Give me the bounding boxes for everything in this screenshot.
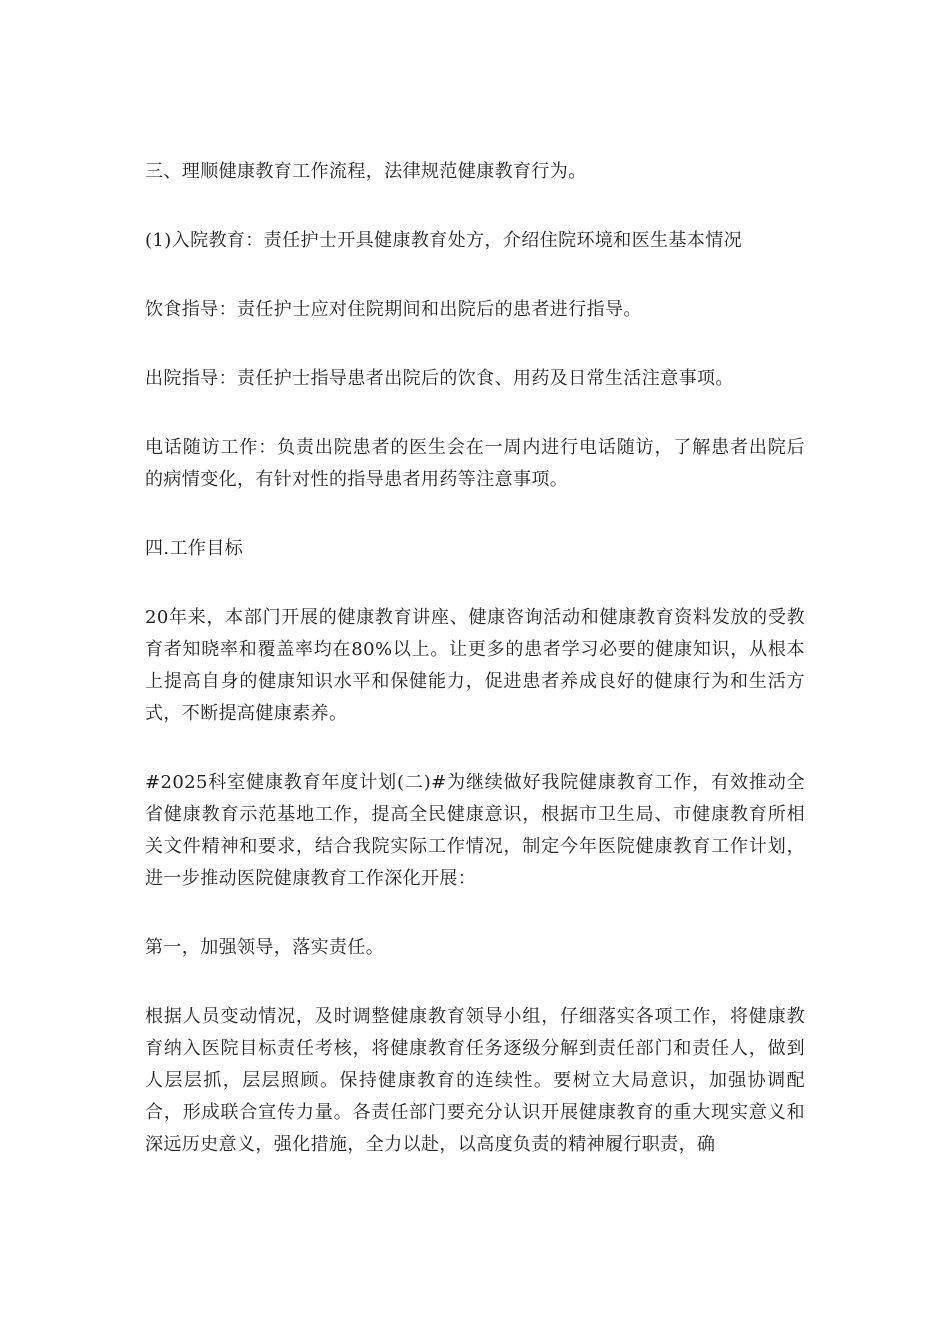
paragraph-discharge-guidance: 出院指导：责任护士指导患者出院后的饮食、用药及日常生活注意事项。 <box>145 368 734 389</box>
paragraph-work-goals: 20年来，本部门开展的健康教育讲座、健康咨询活动和健康教育资料发放的受教育者知晓率和覆盖率均在80%以上。让更多的患者学习必要的健康知识，从根本上提高自身的健康知识水平和保健能力，促进患者养成良好的健康行为和生活方式，不断提高健康素养。 <box>145 607 805 724</box>
paragraph-phone-followup: 电话随访工作：负责出院患者的医生会在一周内进行电话随访，了解患者出院后的病情变化，有针对性的指导患者用药等注意事项。 <box>145 437 805 490</box>
document-body <box>145 156 805 1198</box>
section-heading-first: 第一，加强领导，落实责任。 <box>145 937 385 958</box>
paragraph-annual-plan-intro: #2025科室健康教育年度计划(二)#为继续做好我院健康教育工作，有效推动全省健康教育示范基地工作，提高全民健康意识，根据市卫生局、市健康教育所相关文件精神和要求，结合我院实际工作情况，制定今年医院健康教育工作计划，进一步推动医院健康教育工作深化开展： <box>145 772 805 889</box>
section-heading-four: 四.工作目标 <box>145 538 244 559</box>
paragraph-diet-guidance: 饮食指导：责任护士应对住院期间和出院后的患者进行指导。 <box>145 299 642 320</box>
paragraph-admission-education: (1)入院教育：责任护士开具健康教育处方，介绍住院环境和医生基本情况 <box>145 230 743 251</box>
section-heading-three: 三、理顺健康教育工作流程，法律规范健康教育行为。 <box>145 161 587 182</box>
paragraph-leadership: 根据人员变动情况，及时调整健康教育领导小组，仔细落实各项工作，将健康教育纳入医院目标责任考核，将健康教育任务逐级分解到责任部门和责任人，做到人层层抓，层层照顾。保持健康教育的连续性。要树立大局意识，加强协调配合，形成联合宣传力量。各责任部门要充分认识开展健康教育的重大现实意义和深远历史意义，强化措施，全力以赴，以高度负责的精神履行职责，确 <box>145 1006 805 1155</box>
